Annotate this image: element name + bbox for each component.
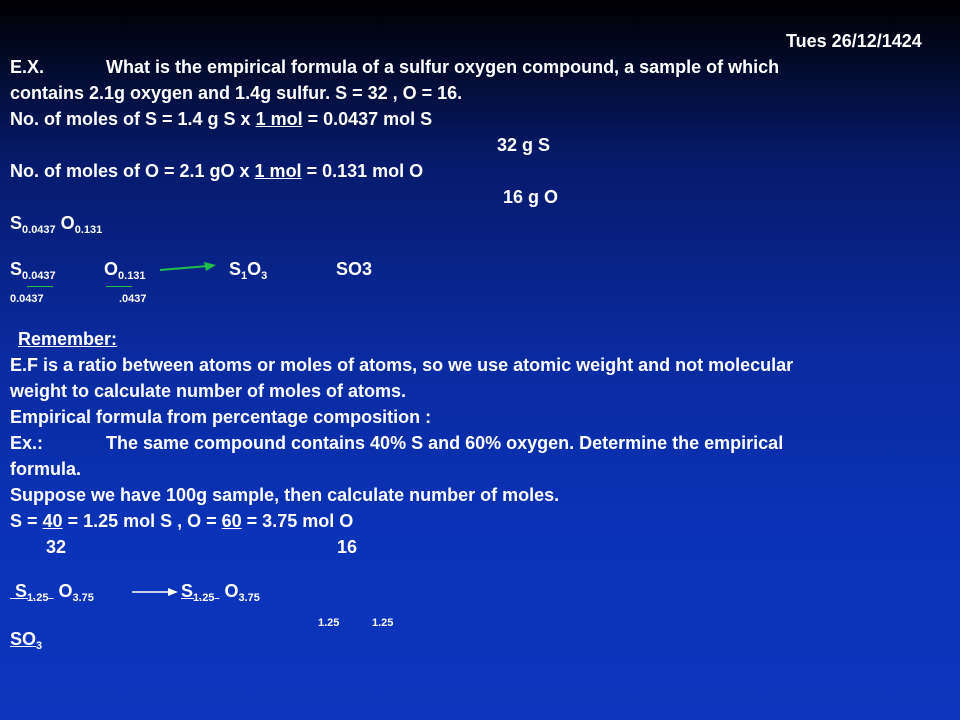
denominator-o: 16 [337,537,358,557]
calc-o-percent: 60 [221,511,242,531]
remember-line-2: weight to calculate number of moles of atoms. [10,381,407,401]
moles-of-o-line [10,160,423,182]
example-2-question-line-1: The same compound contains 40% S and 60% oxygen. Determine the empirical [106,433,784,453]
denominator-s: 32 [46,537,67,557]
calc-s-result: = 1.25 mol S , O = [62,511,222,531]
example-1-question [10,56,44,78]
formula-2-s-group [10,258,56,280]
final-answer-text: SO [10,629,37,649]
divisor-s: 0.0437 [10,293,44,305]
formula-3-s-group [10,581,53,604]
moles-of-o-denominator: 16 g O [503,187,559,207]
calc-s-label: S = [10,511,43,531]
formula-mole-ratio [10,212,102,234]
formula-4-s-sub: 1.25 [193,592,215,604]
example-1-question-line-2: contains 2.1g oxygen and 1.4g sulfur. S = 32 , O = 16. [10,83,463,103]
formula-4-o-sub: 3.75 [238,592,260,604]
ratio-o: O [247,259,262,279]
example-1-question-line-1: What is the empirical formula of a sulfur oxygen compound, a sample of which [106,57,780,77]
moles-of-s-line [10,108,432,130]
formula-3-o: O [53,581,73,601]
formula-3-group [10,580,94,602]
remember-line-1: E.F is a ratio between atoms or moles of atoms, so we use atomic weight and not molecular [10,355,794,375]
moles-of-o-unit: 1 mol [254,161,302,181]
formula-2-o-group [104,258,146,280]
formula-2-s-sub: 0.0437 [22,270,56,282]
ratio-o-sub: 3 [261,270,268,282]
right-arrow-icon-2 [132,585,180,597]
moles-of-o-result: = 0.131 mol O [301,161,424,181]
division-line-o [106,286,132,287]
suppose-line: Suppose we have 100g sample, then calculate number of moles. [10,485,560,505]
moles-of-s-prefix: No. of moles of S = 1.4 g S x [10,109,256,129]
moles-of-s-denominator: 32 g S [497,135,551,155]
example-2-label: Ex.: [10,433,44,453]
formula-2-o-sub: 0.131 [118,270,146,282]
moles-of-s-unit: 1 mol [255,109,303,129]
divisor-2-o: 1.25 [372,617,394,629]
formula-4-s-group [181,581,219,604]
formula-1-s: S [10,213,23,233]
calc-o-result: = 3.75 mol O [241,511,354,531]
percentage-calc-line [10,510,353,532]
ratio-s-sub: 1 [241,270,248,282]
formula-4-s: S [181,581,194,601]
date-label: Tues 26/12/1424 [786,31,922,51]
example-2-question-line-2: formula. [10,459,82,479]
calc-s-percent: 40 [42,511,63,531]
formula-4-group [181,580,260,602]
ratio-formula [229,258,267,280]
example-1-label: E.X. [10,57,45,77]
divisor-2-s: 1.25 [318,617,340,629]
formula-1-o: O [55,213,75,233]
final-answer [10,628,42,650]
formula-1-s-sub: 0.0437 [22,224,56,236]
divisor-o: .0437 [119,293,147,305]
percentage-heading: Empirical formula from percentage composition : [10,407,432,427]
remember-heading: Remember: [18,329,118,349]
formula-3-o-sub: 3.75 [72,592,94,604]
formula-2-s: S [10,259,23,279]
formula-4-o: O [219,581,239,601]
moles-of-s-result: = 0.0437 mol S [302,109,433,129]
formula-1-o-sub: 0.131 [74,224,103,236]
final-answer-sub: 3 [36,640,43,652]
formula-2-o: O [104,259,119,279]
moles-of-o-prefix: No. of moles of O = 2.1 gO x [10,161,255,181]
formula-3-s-sub: 1.25 [27,592,49,604]
ratio-s: S [229,259,242,279]
result-formula: SO3 [336,259,373,279]
formula-3-s: S [15,581,28,601]
right-arrow-icon [160,262,218,276]
division-line-s [27,286,53,287]
